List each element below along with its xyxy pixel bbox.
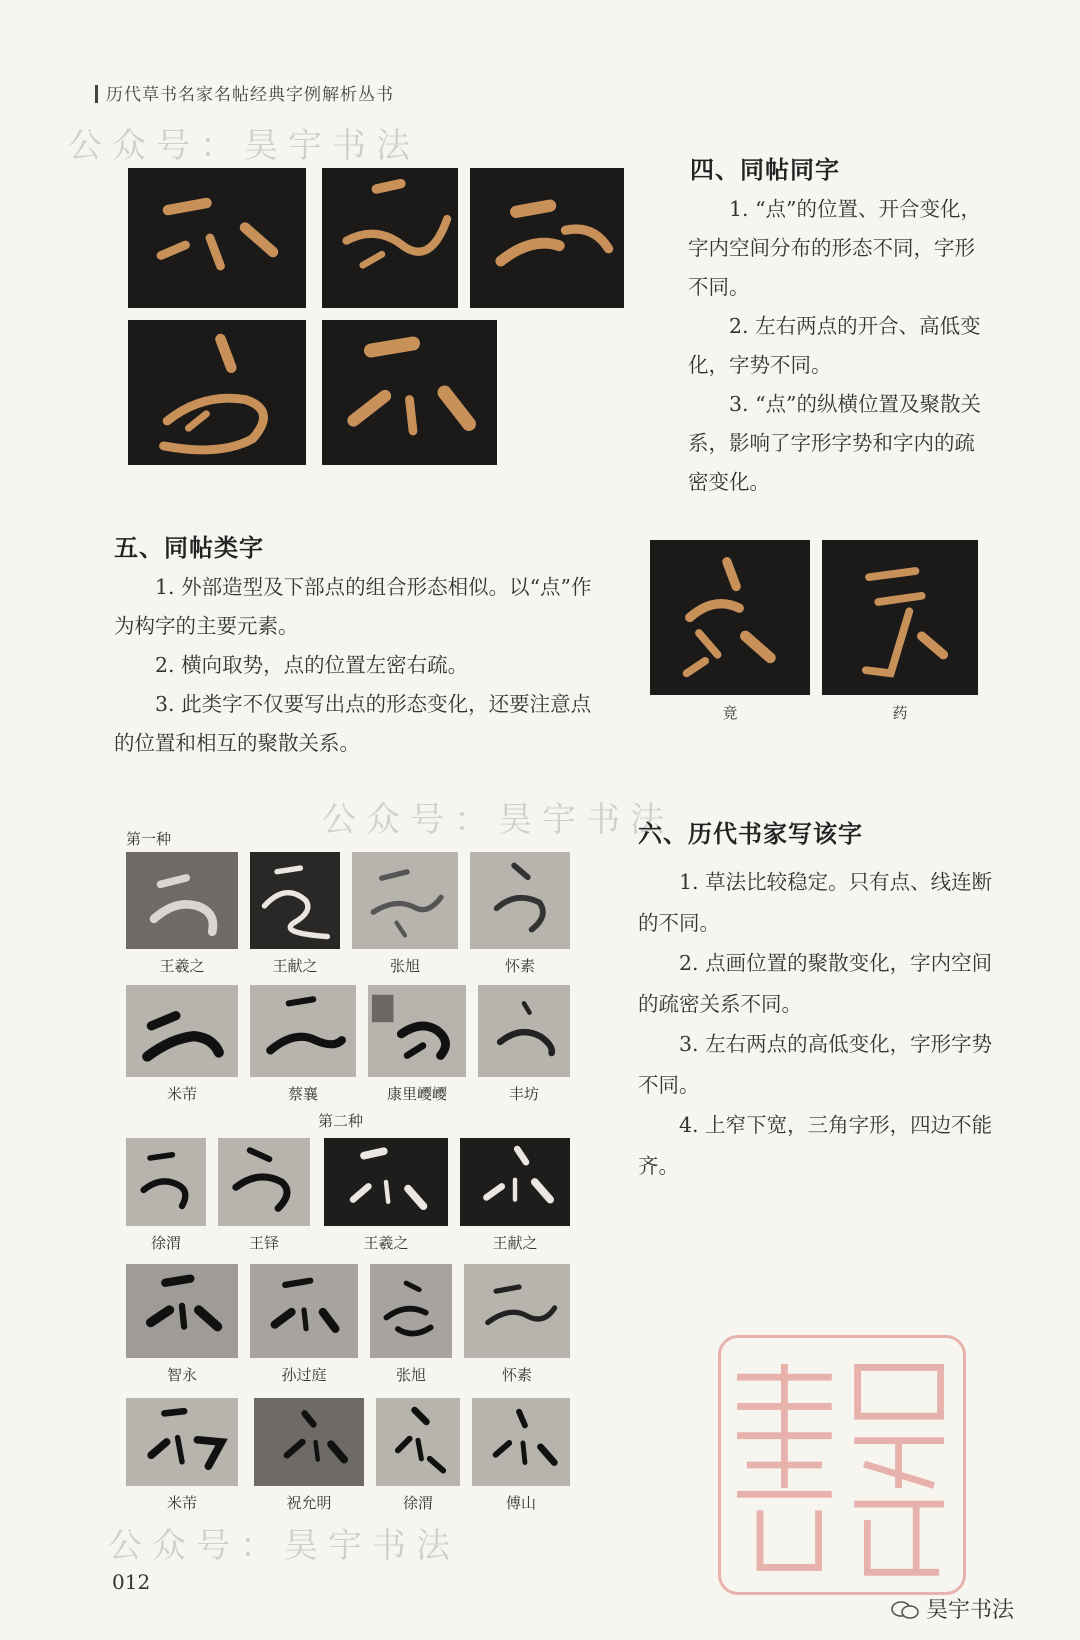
calligraphy-image [250, 1264, 358, 1358]
calligrapher-name: 张旭 [389, 957, 420, 975]
calligraphy-image [218, 1138, 310, 1226]
calligraphy-image [460, 1138, 570, 1226]
seal-icon [721, 1338, 963, 1592]
group-label: 第二种 [318, 1112, 364, 1130]
calligrapher-name: 蔡襄 [287, 1085, 318, 1103]
image-caption: 药 [892, 704, 908, 722]
calligrapher-name: 怀素 [501, 1366, 532, 1384]
calligraphy-image [352, 852, 458, 949]
section-5-point: 3. 此类字不仅要写出点的形态变化，还要注意点的位置和相互的聚散关系。 [114, 692, 592, 755]
calligrapher-name: 王羲之 [159, 957, 205, 975]
calligrapher-name: 张旭 [395, 1366, 426, 1384]
calligraphy-image [370, 1264, 452, 1358]
calligrapher-name: 王羲之 [363, 1234, 409, 1252]
section-6-point: 2. 点画位置的聚散变化，字内空间的疏密关系不同。 [638, 951, 993, 1016]
section-4-text [688, 190, 993, 502]
calligraphy-image [126, 1138, 206, 1226]
calligraphy-image [322, 320, 497, 465]
section-5-point: 2. 横向取势，点的位置左密右疏。 [155, 653, 469, 677]
calligraphy-image [250, 852, 340, 949]
calligrapher-name: 祝允明 [286, 1494, 332, 1512]
calligraphy-image [322, 168, 458, 308]
calligrapher-name: 米芾 [166, 1085, 197, 1103]
calligraphy-image [650, 540, 810, 695]
calligraphy-image [470, 852, 570, 949]
section-4-title: 四、同帖同字 [690, 155, 840, 184]
section-6-point: 3. 左右两点的高低变化，字形字势不同。 [638, 1032, 993, 1097]
section-6-point: 4. 上窄下宽，三角字形，四边不能齐。 [638, 1113, 993, 1178]
header-bar [95, 85, 98, 103]
header-title: 历代草书名家名帖经典字例解析丛书 [106, 85, 394, 105]
calligrapher-name: 米芾 [166, 1494, 197, 1512]
section-5-point: 1. 外部造型及下部点的组合形态相似。以“点”作为构字的主要元素。 [114, 575, 592, 638]
calligraphy-image [464, 1264, 570, 1358]
calligraphy-image [324, 1138, 448, 1226]
group-label: 第一种 [126, 830, 172, 848]
section-6-title: 六、历代书家写该字 [638, 819, 863, 848]
calligraphy-image [822, 540, 978, 695]
watermark-top: 公众号：昊宇书法 [68, 126, 420, 166]
calligraphy-image [126, 1264, 238, 1358]
section-4-point: 1. “点”的位置、开合变化，字内空间分布的形态不同，字形不同。 [688, 197, 982, 299]
calligraphy-image [126, 985, 238, 1077]
calligraphy-image [250, 985, 356, 1077]
seal-stamp [718, 1335, 966, 1595]
account-name: 昊宇书法 [926, 1598, 1015, 1623]
page-number: 012 [112, 1570, 151, 1594]
wechat-icon [890, 1600, 920, 1620]
calligraphy-image [126, 852, 238, 949]
calligrapher-name: 王献之 [492, 1234, 538, 1252]
section-5-title: 五、同帖类字 [114, 533, 264, 562]
image-caption: 竟 [722, 704, 738, 722]
watermark-bottom: 公众号：昊宇书法 [108, 1526, 460, 1566]
section-5-text [114, 568, 594, 763]
calligrapher-name: 怀素 [504, 957, 535, 975]
calligraphy-image [368, 985, 466, 1077]
calligrapher-name: 王献之 [272, 957, 318, 975]
calligraphy-image [128, 320, 306, 465]
watermark-middle: 公众号：昊宇书法 [322, 800, 674, 840]
calligraphy-image [478, 985, 570, 1077]
section-4-point: 2. 左右两点的开合、高低变化，字势不同。 [688, 314, 981, 377]
calligrapher-name: 康里巎巎 [386, 1085, 447, 1103]
calligrapher-name: 徐渭 [150, 1234, 181, 1252]
calligrapher-name: 智永 [166, 1366, 197, 1384]
calligrapher-name: 王铎 [248, 1234, 279, 1252]
calligraphy-image [254, 1398, 364, 1486]
wechat-account [890, 1593, 1014, 1624]
section-6-point: 1. 草法比较稳定。只有点、线连断的不同。 [638, 870, 993, 935]
running-header [95, 80, 394, 105]
calligrapher-name: 傅山 [505, 1494, 536, 1512]
section-4-point: 3. “点”的纵横位置及聚散关系，影响了字形字势和字内的疏密变化。 [688, 392, 982, 494]
calligrapher-name: 丰坊 [508, 1085, 539, 1103]
calligraphy-image [472, 1398, 570, 1486]
calligraphy-image [470, 168, 624, 308]
calligraphy-image [376, 1398, 460, 1486]
section-6-text [638, 862, 998, 1186]
calligrapher-name: 孙过庭 [281, 1366, 327, 1384]
calligraphy-image [128, 168, 306, 308]
calligrapher-name: 徐渭 [402, 1494, 433, 1512]
calligraphy-image [126, 1398, 238, 1486]
